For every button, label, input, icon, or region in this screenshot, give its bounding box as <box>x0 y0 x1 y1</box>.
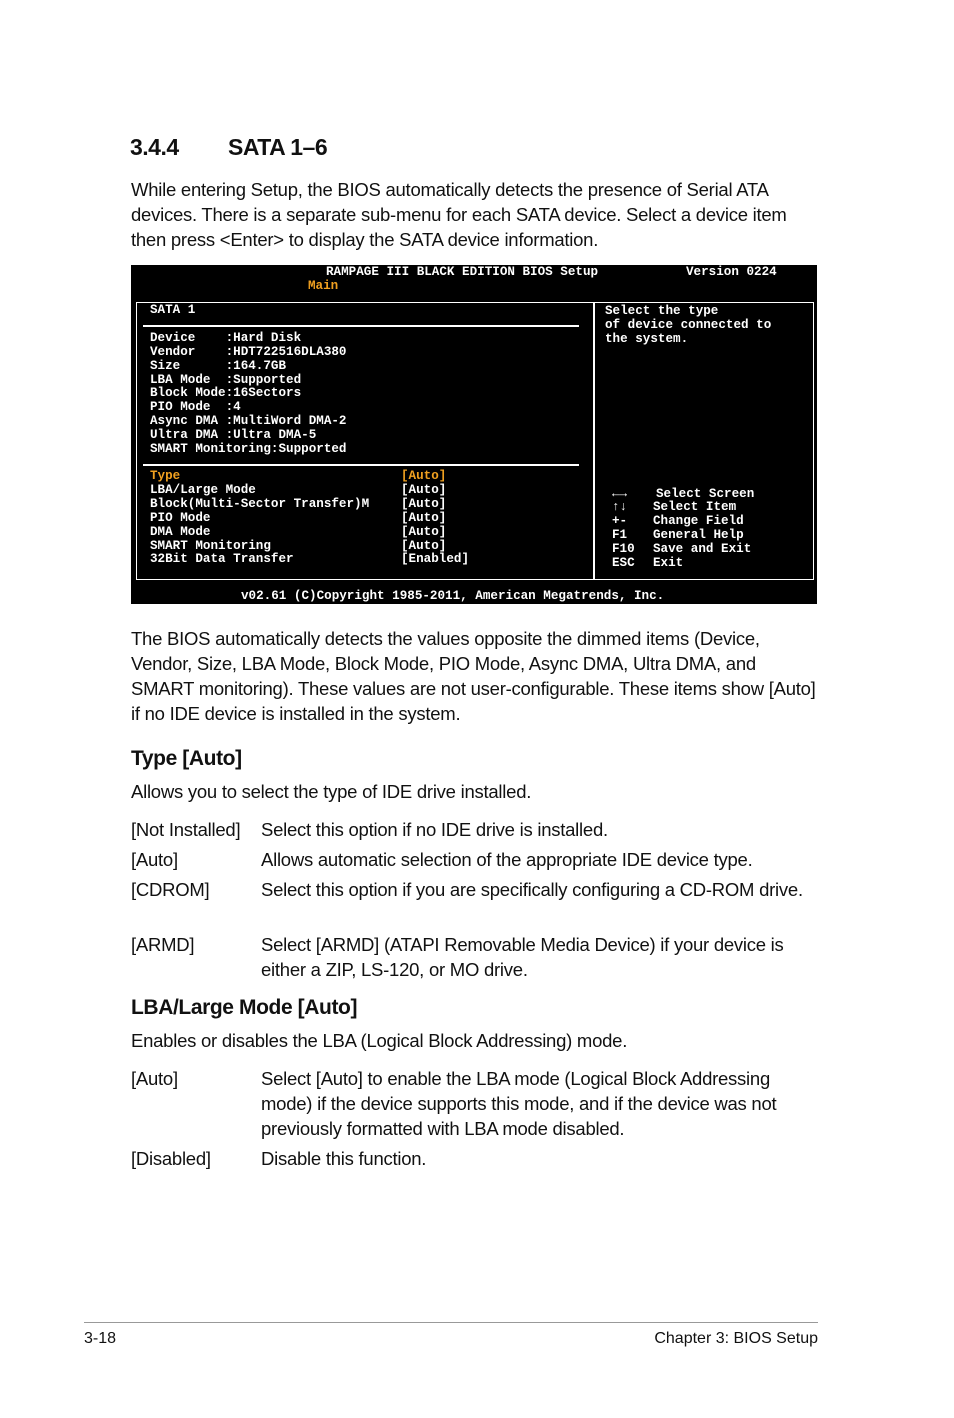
key-arrows-lr-icon: ←→ <box>612 487 628 501</box>
info-row-device: Device :Hard Disk <box>150 331 302 345</box>
key-desc-exit: Exit <box>653 556 684 570</box>
key-arrows-ud-icon: ↑↓ <box>612 500 628 514</box>
info-row-pio-mode: PIO Mode :4 <box>150 400 241 414</box>
bios-copyright: v02.61 (C)Copyright 1985-2011, American Megatrends, Inc. <box>241 589 665 603</box>
bios-screen <box>131 265 817 604</box>
section-number: 3.4.4 <box>130 134 179 160</box>
info-row-size: Size :164.7GB <box>150 359 287 373</box>
bios-header-title: RAMPAGE III BLACK EDITION BIOS Setup <box>326 265 599 279</box>
option-key: [Not Installed] <box>131 819 241 840</box>
key-f10: F10 <box>612 542 635 556</box>
option-key: [Auto] <box>131 1068 178 1089</box>
setting-value-lba[interactable]: [Auto] <box>401 483 447 497</box>
key-esc: ESC <box>612 556 635 570</box>
setting-value-pio[interactable]: [Auto] <box>401 511 447 525</box>
lba-option-disabled <box>131 1146 821 1171</box>
key-desc-change-field: Change Field <box>653 514 744 528</box>
setting-value-smart[interactable]: [Auto] <box>401 539 447 553</box>
help-line-2: of device connected to <box>605 318 772 332</box>
bios-divider-top <box>143 325 579 327</box>
option-text: Allows automatic selection of the appropriate IDE device type. <box>261 849 753 870</box>
type-option-not-installed <box>131 817 821 842</box>
auto-detect-paragraph <box>131 626 821 726</box>
bios-panel-title: SATA 1 <box>150 303 196 317</box>
help-line-3: the system. <box>605 332 689 346</box>
setting-value-block[interactable]: [Auto] <box>401 497 447 511</box>
setting-label-block[interactable]: Block(Multi-Sector Transfer)M <box>150 497 370 511</box>
option-text: Select this option if no IDE drive is installed. <box>261 819 608 840</box>
option-key: [CDROM] <box>131 879 210 900</box>
option-key: [ARMD] <box>131 934 195 955</box>
chapter-title: Chapter 3: BIOS Setup <box>654 1330 818 1347</box>
bios-divider-mid <box>143 464 579 466</box>
option-text: Select [Auto] to enable the LBA mode (Logical Block Addressing mode) if the device supports this mode, and if the device was not previously formatted with LBA mode disabled. <box>261 1068 777 1139</box>
info-row-block-mode: Block Mode:16Sectors <box>150 386 302 400</box>
setting-value-dma[interactable]: [Auto] <box>401 525 447 539</box>
option-text: Disable this function. <box>261 1148 427 1169</box>
intro-text: While entering Setup, the BIOS automatically detects the presence of Serial ATA devices. There is a separate sub-menu for each SATA device. Select a device item then press <Enter> to display the SATA device information. <box>131 179 787 250</box>
setting-label-pio[interactable]: PIO Mode <box>150 511 211 525</box>
intro-paragraph <box>131 177 821 252</box>
section-title: SATA 1–6 <box>228 134 328 160</box>
option-text: Select [ARMD] (ATAPI Removable Media Device) if your device is either a ZIP, LS-120, or MO drive. <box>261 934 784 980</box>
info-row-smart: SMART Monitoring:Supported <box>150 442 347 456</box>
key-desc-select-item: Select Item <box>653 500 737 514</box>
setting-value-32bit[interactable]: [Enabled] <box>401 552 470 566</box>
key-desc-save-exit: Save and Exit <box>653 542 752 556</box>
lba-description: Enables or disables the LBA (Logical Block Addressing) mode. <box>131 1030 628 1051</box>
info-row-lba-mode: LBA Mode :Supported <box>150 373 302 387</box>
bios-header-version: Version 0224 <box>686 265 777 279</box>
auto-detect-text: The BIOS automatically detects the values opposite the dimmed items (Device, Vendor, Size, LBA Mode, Block Mode, PIO Mode, Async DMA, Ultra DMA, and SMART monitoring). These values are not user-configurable. These items show [Auto] if no IDE device is installed in the system. <box>131 628 816 724</box>
key-f1: F1 <box>612 528 628 542</box>
bios-tab-main[interactable]: Main <box>308 279 339 293</box>
info-row-vendor: Vendor :HDT722516DLA380 <box>150 345 347 359</box>
info-row-async-dma: Async DMA :MultiWord DMA-2 <box>150 414 347 428</box>
key-desc-select-screen: Select Screen <box>656 487 755 501</box>
type-heading: Type [Auto] <box>131 747 242 770</box>
section-heading <box>130 134 327 161</box>
type-description: Allows you to select the type of IDE drive installed. <box>131 781 532 802</box>
page-number: 3-18 <box>84 1330 117 1347</box>
lba-heading: LBA/Large Mode [Auto] <box>131 996 358 1019</box>
type-option-armd <box>131 932 821 982</box>
key-plus-minus: +- <box>612 514 628 528</box>
setting-value-type[interactable]: [Auto] <box>401 469 447 483</box>
setting-label-32bit[interactable]: 32Bit Data Transfer <box>150 552 294 566</box>
lba-option-auto <box>131 1066 821 1141</box>
option-text: Select this option if you are specifically configuring a CD-ROM drive. <box>261 879 803 900</box>
key-desc-general-help: General Help <box>653 528 744 542</box>
help-line-1: Select the type <box>605 304 719 318</box>
type-option-cdrom <box>131 877 821 927</box>
option-key: [Disabled] <box>131 1148 211 1169</box>
setting-label-type[interactable]: Type <box>150 469 181 483</box>
type-option-auto <box>131 847 821 872</box>
info-row-ultra-dma: Ultra DMA :Ultra DMA-5 <box>150 428 317 442</box>
footer-divider <box>84 1322 818 1323</box>
setting-label-lba[interactable]: LBA/Large Mode <box>150 483 256 497</box>
setting-label-dma[interactable]: DMA Mode <box>150 525 211 539</box>
option-key: [Auto] <box>131 849 178 870</box>
setting-label-smart[interactable]: SMART Monitoring <box>150 539 271 553</box>
